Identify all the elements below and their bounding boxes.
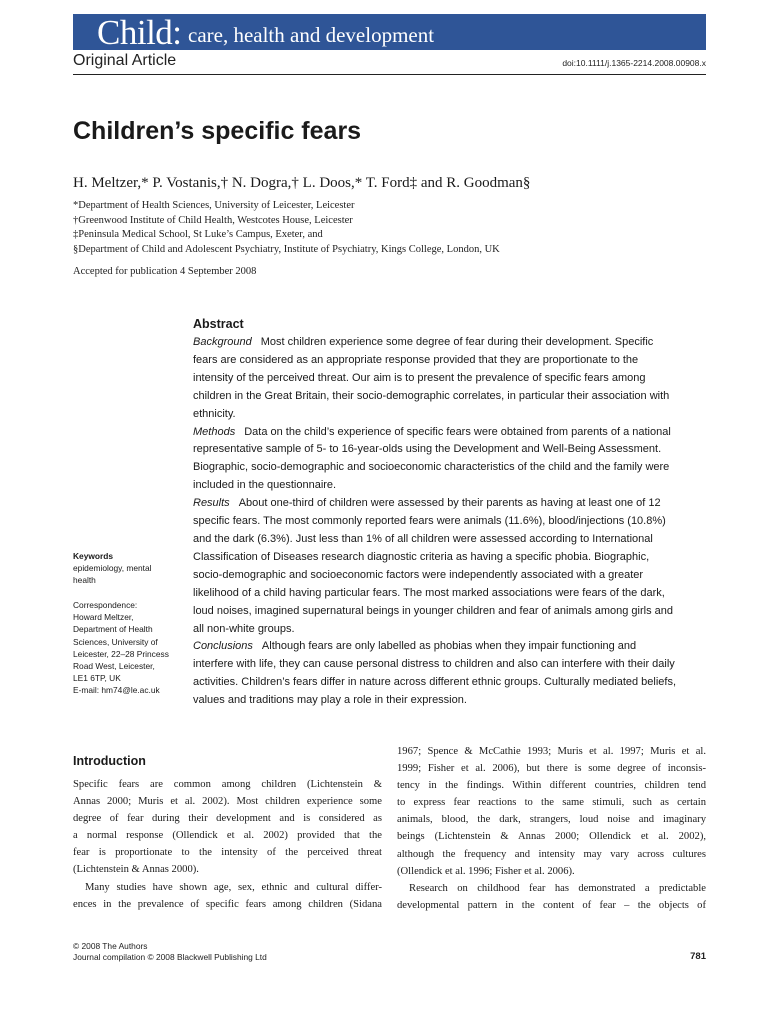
- header-rule: [73, 74, 706, 75]
- abstract-line: interfere with life, they can cause personal distress to children and also can interfere with their daily: [193, 658, 675, 671]
- body-line: ences in the prevalence of specific fears among children (Sidana: [73, 898, 382, 910]
- copyright: [73, 941, 267, 963]
- author-list: H. Meltzer,* P. Vostanis,† N. Dogra,† L. Doos,* T. Ford‡ and R. Goodman§: [73, 175, 531, 191]
- body-line: Annas 2000; Muris et al. 2002). Most children experience some: [73, 796, 382, 808]
- keywords-line: epidemiology, mental: [73, 563, 152, 574]
- abstract-line: intensity of the perceived threat. Our aim is to present the prevalence of specific fears among: [193, 371, 646, 384]
- body-line: fear is proportionate to the intensity of the perceived threat: [73, 847, 382, 859]
- correspondence-email[interactable]: E-mail: hm74@le.ac.uk: [73, 684, 160, 695]
- abstract-heading: Abstract: [193, 317, 244, 331]
- abstract-line: representative sample of 5- to 16-year-olds using the Development and Well-Being Assessment.: [193, 443, 662, 456]
- body-line: (Ollendick et al. 1996; Fisher et al. 2006).: [397, 865, 575, 877]
- correspondence-line: Department of Health: [73, 624, 153, 635]
- abstract-line: specific fears. The most commonly reported fears were animals (11.6%), blood/injections (10.8%): [193, 515, 666, 528]
- introduction-heading: Introduction: [73, 754, 146, 768]
- abstract-line: values and traditions may play a role in their expression.: [193, 694, 467, 707]
- body-line: tency in the findings. Within different countries, children tend: [397, 780, 706, 792]
- correspondence-line: Sciences, University of: [73, 636, 158, 647]
- body-line: degree of fear during their development and is considered as: [73, 813, 382, 825]
- body-line: a normal response (Ollendick et al. 2002) provided that the: [73, 830, 382, 842]
- journal-name-sub: care, health and development: [188, 23, 435, 47]
- body-line: 1967; Spence & McCathie 1993; Muris et al. 1997; Muris et al.: [397, 746, 706, 757]
- abstract-line: children in the Great Britain, their socio-demographic correlates, in particular their association with: [193, 389, 670, 402]
- correspondence-line: Road West, Leicester,: [73, 660, 155, 671]
- body-line: to express fear reactions to the same stimuli, such as certain: [397, 797, 706, 809]
- correspondence-line: Correspondence:: [73, 600, 138, 611]
- article-title: Children’s specific fears: [73, 117, 362, 145]
- abstract-line: likelihood of a child having particular fears. The most marked associations were fears of the dark,: [193, 586, 665, 599]
- correspondence-line: Howard Meltzer,: [73, 612, 134, 623]
- abstract-line: fears are considered as an appropriate response provided that they are proportionate to the: [193, 353, 639, 366]
- abstract-label-conclusions: Conclusions: [193, 640, 253, 653]
- page-number: 781: [690, 951, 706, 962]
- body-line: Specific fears are common among children (Lichtenstein &: [73, 779, 382, 790]
- affiliations: [73, 199, 500, 257]
- keywords-line: health: [73, 575, 96, 586]
- copyright-line: Journal compilation © 2008 Blackwell Publishing Ltd: [73, 952, 267, 962]
- abstract-line: Background Most children experience some degree of fear during their development. Specific: [193, 336, 654, 348]
- abstract-line: loud noises, imagined supernatural beings in younger children and fear of animals among girls and: [193, 604, 674, 617]
- body-line: Many studies have shown age, sex, ethnic and cultural differ-: [85, 881, 382, 893]
- affiliation-line: †Greenwood Institute of Child Health, Westcotes House, Leicester: [73, 214, 353, 226]
- abstract-label-background: Background: [193, 336, 252, 348]
- body-line: developmental pattern in the content of fear – the objects of: [397, 899, 706, 911]
- abstract-line: all non-white groups.: [193, 622, 295, 635]
- body-column-left: [73, 776, 382, 913]
- body-line: although the frequency and intensity may vary across cultures: [397, 848, 706, 860]
- abstract-line: Methods Data on the child’s experience of specific fears were obtained from parents of a national: [193, 425, 671, 438]
- abstract-line: ethnicity.: [193, 407, 236, 420]
- abstract-line: socio-demographic and socioeconomic factors were independently associated with a greater: [193, 568, 644, 581]
- doi: doi:10.1111/j.1365-2214.2008.00908.x: [562, 58, 706, 68]
- abstract-line: and the dark (6.3%). Just less than 1% of all children were assessed according to International: [193, 532, 653, 545]
- body-column-right: [397, 743, 706, 914]
- correspondence-line: Leicester, 22–28 Princess: [73, 648, 169, 659]
- sidebar: [73, 550, 185, 696]
- abstract-line: Results About one-third of children were assessed by their parents as having at least one of 12: [193, 497, 661, 510]
- abstract-line: Classification of Diseases research diagnostic criteria as having a specific phobia. Biographic,: [193, 550, 650, 563]
- abstract-label-results: Results: [193, 497, 230, 510]
- article-type: Original Article: [73, 52, 177, 69]
- abstract-line: included in the questionnaire.: [193, 479, 337, 492]
- affiliation-line: *Department of Health Sciences, University of Leicester, Leicester: [73, 200, 355, 211]
- abstract-line: Conclusions Although fears are only labelled as phobias when they impair functioning and: [193, 640, 637, 653]
- copyright-line: © 2008 The Authors: [73, 941, 148, 951]
- journal-banner: [73, 14, 706, 50]
- body-line: Research on childhood fear has demonstrated a predictable: [409, 882, 706, 894]
- body-line: (Lichtenstein & Annas 2000).: [73, 864, 199, 876]
- journal-name-main: Child:: [97, 13, 182, 52]
- abstract: [193, 316, 708, 710]
- keywords-heading: Keywords: [73, 551, 114, 561]
- abstract-label-methods: Methods: [193, 425, 236, 438]
- correspondence-line: LE1 6TP, UK: [73, 672, 121, 683]
- affiliation-line: ‡Peninsula Medical School, St Luke’s Campus, Exeter, and: [73, 229, 323, 240]
- abstract-line: Biographic, socio-demographic and socioeconomic characteristics of the child and the family were: [193, 461, 670, 474]
- body-line: 1999; Fisher et al. 2006), but there is some degree of inconsis-: [397, 763, 706, 775]
- body-line: animals, blood, the dark, strangers, loud noise and imaginary: [397, 814, 706, 826]
- body-line: beings (Lichtenstein & Annas 2000; Ollendick et al. 2002),: [397, 831, 706, 843]
- affiliation-line: §Department of Child and Adolescent Psychiatry, Institute of Psychiatry, Kings College, London, UK: [73, 243, 500, 255]
- abstract-line: activities. Children’s fears differ in nature across different ethnic groups. Culturally mediated beliefs,: [193, 676, 677, 689]
- accepted-date: Accepted for publication 4 September 2008: [73, 266, 257, 277]
